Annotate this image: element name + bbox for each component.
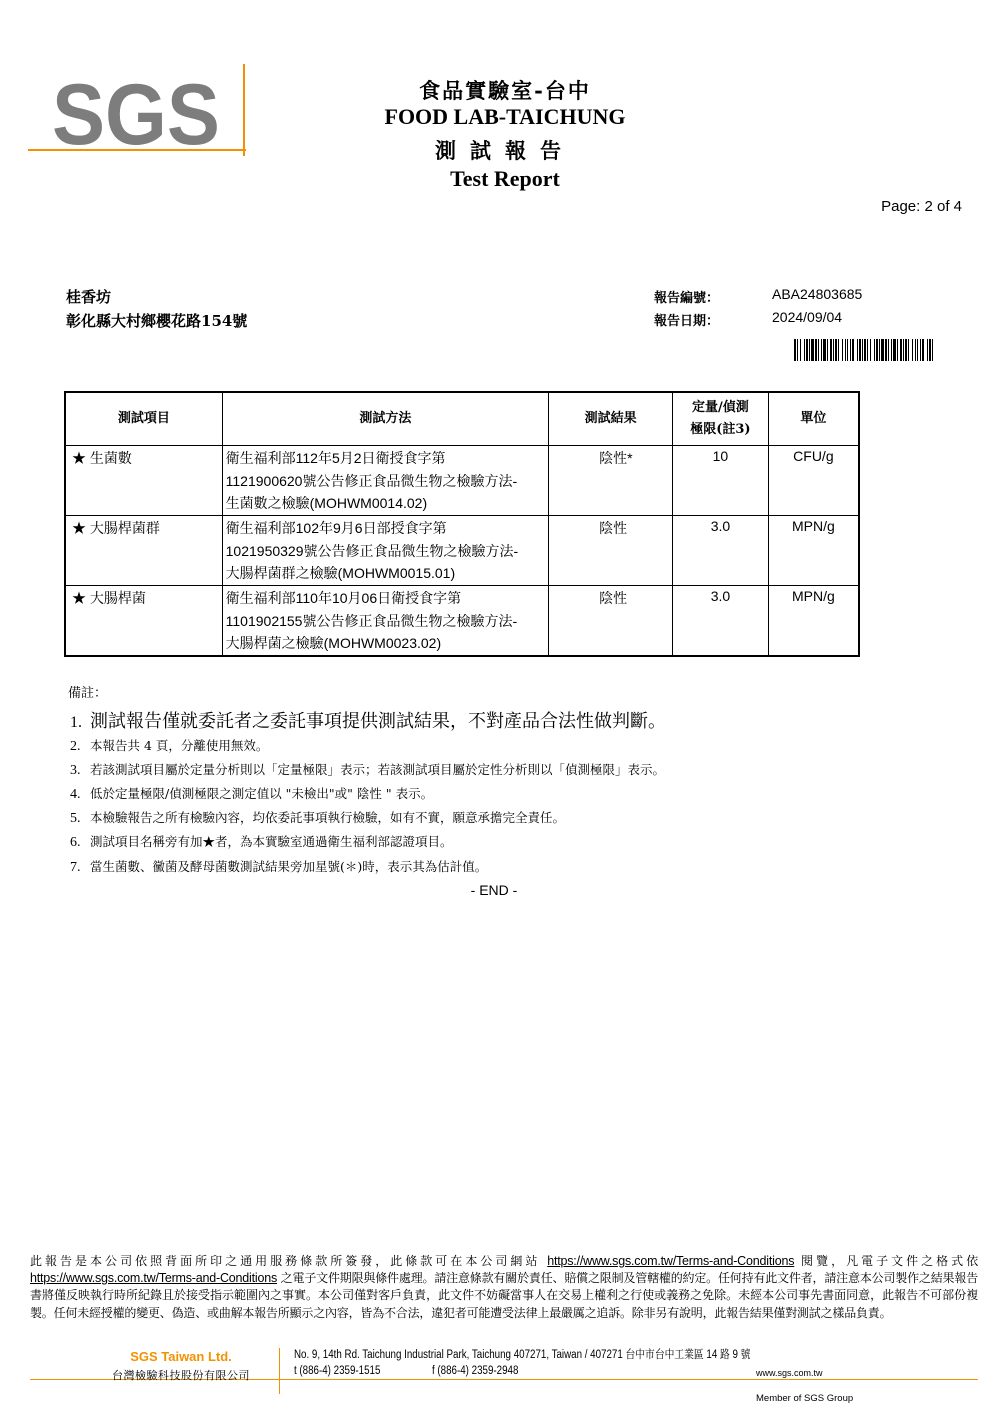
barcode-bar — [842, 339, 843, 361]
barcode-bar — [915, 339, 916, 361]
barcode-bar — [870, 339, 871, 361]
note-number: 2. — [70, 739, 81, 754]
cell-method — [222, 446, 548, 516]
barcode-bar — [859, 339, 861, 361]
lab-title-zh: 食品實驗室-台中 — [419, 78, 591, 103]
logo-text: SGS — [52, 67, 220, 156]
note-text: 測試項目名稱旁有加★者，為本實驗室通過衛生福利部認證項目。 — [90, 834, 453, 849]
note-item — [70, 808, 565, 827]
company-address: No. 9, 14th Rd. Taichung Industrial Park, Taichung 407271, Taiwan / 407271 台中市台中工業區 14 路 9 號 — [294, 1349, 751, 1361]
method-line: 衛生福利部110年10月06日衛授食字第 — [225, 590, 462, 606]
cell-method — [222, 586, 548, 657]
company-name-zh: 台灣檢驗科技股份有限公司 — [112, 1369, 250, 1382]
cell-limit: 3.0 — [673, 516, 769, 586]
header-method: 測試方法 — [222, 392, 548, 446]
header-result: 測試結果 — [549, 392, 673, 446]
fax: f (886-4) 2359-2948 — [432, 1365, 519, 1377]
barcode-bar — [845, 339, 846, 361]
barcode-bar — [864, 339, 866, 361]
note-number: 5. — [70, 811, 81, 826]
note-item — [70, 707, 666, 733]
cell-limit: 10 — [673, 446, 769, 516]
note-text: 測試報告僅就委託者之委託事項提供測試結果，不對產品合法性做判斷。 — [90, 711, 666, 732]
result-value: 陰性* — [599, 450, 633, 466]
client-name: 桂香坊 — [66, 288, 112, 306]
table-row — [65, 586, 859, 657]
report-date-value: 2024/09/04 — [772, 309, 843, 325]
header-limit-line2: 極限(註3) — [690, 422, 751, 437]
method-line: 1021950329號公告修正食品微生物之檢驗方法- — [225, 542, 519, 559]
cell-method — [222, 516, 548, 586]
result-value: 陰性 — [599, 590, 628, 606]
sgs-logo — [28, 64, 250, 156]
note-number: 6. — [70, 835, 81, 850]
notes-title: 備註： — [68, 686, 108, 701]
barcode-bar — [888, 339, 889, 361]
barcode-bar — [891, 339, 892, 361]
page-number: Page: 2 of 4 — [881, 198, 962, 215]
barcode-bar — [852, 339, 854, 361]
cell-result — [549, 586, 673, 657]
table-row — [65, 446, 859, 516]
barcode-bar — [881, 339, 884, 361]
note-item — [70, 760, 665, 779]
disclaimer-text — [30, 1253, 978, 1322]
barcode-bar — [794, 339, 796, 361]
report-date-label: 報告日期： — [654, 314, 720, 329]
results-table — [64, 391, 860, 657]
barcode-bar — [830, 339, 832, 361]
barcode-bar — [823, 339, 826, 361]
method-line: 1101902155號公告修正食品微生物之檢驗方法- — [225, 612, 518, 629]
cell-item: ★ 生菌數 — [65, 446, 222, 516]
note-item — [70, 857, 487, 876]
method-line: 衛生福利部102年9月6日部授食字第 — [225, 520, 447, 536]
barcode-bar — [912, 339, 913, 361]
barcode-bar — [867, 339, 868, 361]
barcode-bar — [885, 339, 887, 361]
note-item — [70, 784, 433, 803]
barcode-bar — [876, 339, 878, 361]
barcode-bar — [893, 339, 896, 361]
note-number: 7. — [70, 860, 81, 875]
note-item — [70, 832, 453, 851]
barcode-bar — [908, 339, 909, 361]
cell-result — [549, 446, 673, 516]
barcode-bar — [800, 339, 801, 361]
barcode-bar — [857, 339, 858, 361]
disclaimer-part: 之電子文件期限與條件處理。請注意條款有關於責任、賠償之限制及管轄權的約定。任何持有此文件者，請注意本公司製作之結果報告書將僅反映執行時所紀錄且於接受指示範圍內之事實。本公司僅對客戶負責，此文件不妨礙當事人在交易上權利之行使或義務之免除。未經本公司事先書面同意，此報告不可部份複製。任何未經授權的變更、偽造、或曲解本報告所顯示之內容，皆為不合法，違犯者可能遭受法律上最嚴厲之追訴。除非另有說明，此報告結果僅對測試之樣品負責。 — [30, 1271, 978, 1320]
barcode-bar — [929, 339, 931, 361]
disclaimer-part: 閱覽，凡電子文件之格式依 — [794, 1254, 978, 1268]
report-title-zh: 測試報告 — [435, 138, 575, 163]
cell-unit: MPN/g — [768, 516, 859, 586]
method-line: 生菌數之檢驗(MOHWM0014.02) — [225, 495, 428, 511]
barcode-bar — [797, 339, 798, 361]
note-item — [70, 736, 268, 755]
telephone: t (886-4) 2359-1515 — [294, 1365, 381, 1377]
barcode-bar — [900, 339, 902, 361]
terms-link[interactable]: https://www.sgs.com.tw/Terms-and-Conditions — [30, 1271, 278, 1286]
barcode — [794, 339, 934, 361]
end-marker: - END - — [470, 882, 518, 898]
result-value: 陰性 — [599, 520, 628, 536]
note-text: 本檢驗報告之所有檢驗內容，均依委託事項執行檢驗，如有不實，願意承擔完全責任。 — [90, 810, 566, 825]
disclaimer-part: 此報告是本公司依照背面所印之通用服務條款所簽發，此條款可在本公司網站 — [30, 1254, 548, 1268]
cell-limit: 3.0 — [673, 586, 769, 657]
barcode-bar — [806, 339, 808, 361]
note-number: 4. — [70, 787, 81, 802]
barcode-bar — [818, 339, 819, 361]
cell-result — [549, 516, 673, 586]
barcode-bar — [932, 339, 933, 361]
company-name-en: SGS Taiwan Ltd. — [130, 1349, 232, 1364]
note-number: 1. — [70, 714, 82, 731]
barcode-bar — [897, 339, 898, 361]
barcode-bar — [874, 339, 875, 361]
barcode-bar — [920, 339, 921, 361]
barcode-bar — [838, 339, 839, 361]
report-title-en: Test Report — [450, 166, 560, 191]
barcode-bar — [922, 339, 924, 361]
note-text: 本報告共 4 頁，分離使用無效。 — [90, 738, 269, 753]
barcode-bar — [804, 339, 805, 361]
method-line: 大腸桿菌之檢驗(MOHWM0023.02) — [225, 635, 442, 651]
barcode-bar — [917, 339, 918, 361]
method-line: 衛生福利部112年5月2日衛授食字第 — [225, 450, 446, 466]
header-unit: 單位 — [768, 392, 859, 446]
note-text: 低於定量極限/偵測極限之測定值以 "未檢出"或" 陰性 " 表示。 — [90, 786, 434, 801]
note-number: 3. — [70, 763, 81, 778]
barcode-bar — [879, 339, 880, 361]
barcode-bar — [927, 339, 928, 361]
barcode-bar — [850, 339, 851, 361]
barcode-bar — [809, 339, 810, 361]
header-limit-line1: 定量/偵測 — [692, 400, 749, 415]
method-line: 大腸桿菌群之檢驗(MOHWM0015.01) — [225, 565, 456, 581]
footer-vertical-divider — [279, 1348, 280, 1394]
table-row — [65, 516, 859, 586]
cell-item: ★ 大腸桿菌群 — [65, 516, 222, 586]
note-text: 若該測試項目屬於定量分析則以「定量極限」表示；若該測試項目屬於定性分析則以「偵測極限」表示。 — [90, 762, 666, 777]
report-number-value: ABA24803685 — [772, 286, 863, 302]
barcode-bar — [833, 339, 834, 361]
barcode-bar — [903, 339, 904, 361]
header-item: 測試項目 — [65, 392, 222, 446]
lab-title-en: FOOD LAB-TAICHUNG — [384, 104, 626, 129]
cell-unit: CFU/g — [768, 446, 859, 516]
cell-item: ★ 大腸桿菌 — [65, 586, 222, 657]
client-address: 彰化縣大村鄉櫻花路154號 — [66, 312, 248, 330]
header-limit — [673, 392, 769, 446]
barcode-bar — [862, 339, 863, 361]
report-number-label: 報告編號： — [654, 291, 720, 306]
table-header-row — [65, 392, 859, 446]
cell-unit: MPN/g — [768, 586, 859, 657]
barcode-bar — [811, 339, 814, 361]
barcode-bar — [835, 339, 837, 361]
barcode-bar — [847, 339, 848, 361]
note-text: 當生菌數、黴菌及酵母菌數測試結果旁加星號(＊)時，表示其為估計值。 — [90, 859, 488, 874]
method-line: 1121900620號公告修正食品微生物之檢驗方法- — [225, 472, 518, 489]
terms-link[interactable]: https://www.sgs.com.tw/Terms-and-Conditions — [547, 1254, 795, 1268]
website[interactable]: www.sgs.com.tw — [756, 1368, 823, 1378]
barcode-bar — [821, 339, 822, 361]
member-of-sgs-group: Member of SGS Group — [756, 1393, 854, 1404]
barcode-bar — [827, 339, 828, 361]
barcode-bar — [905, 339, 907, 361]
barcode-bar — [815, 339, 817, 361]
